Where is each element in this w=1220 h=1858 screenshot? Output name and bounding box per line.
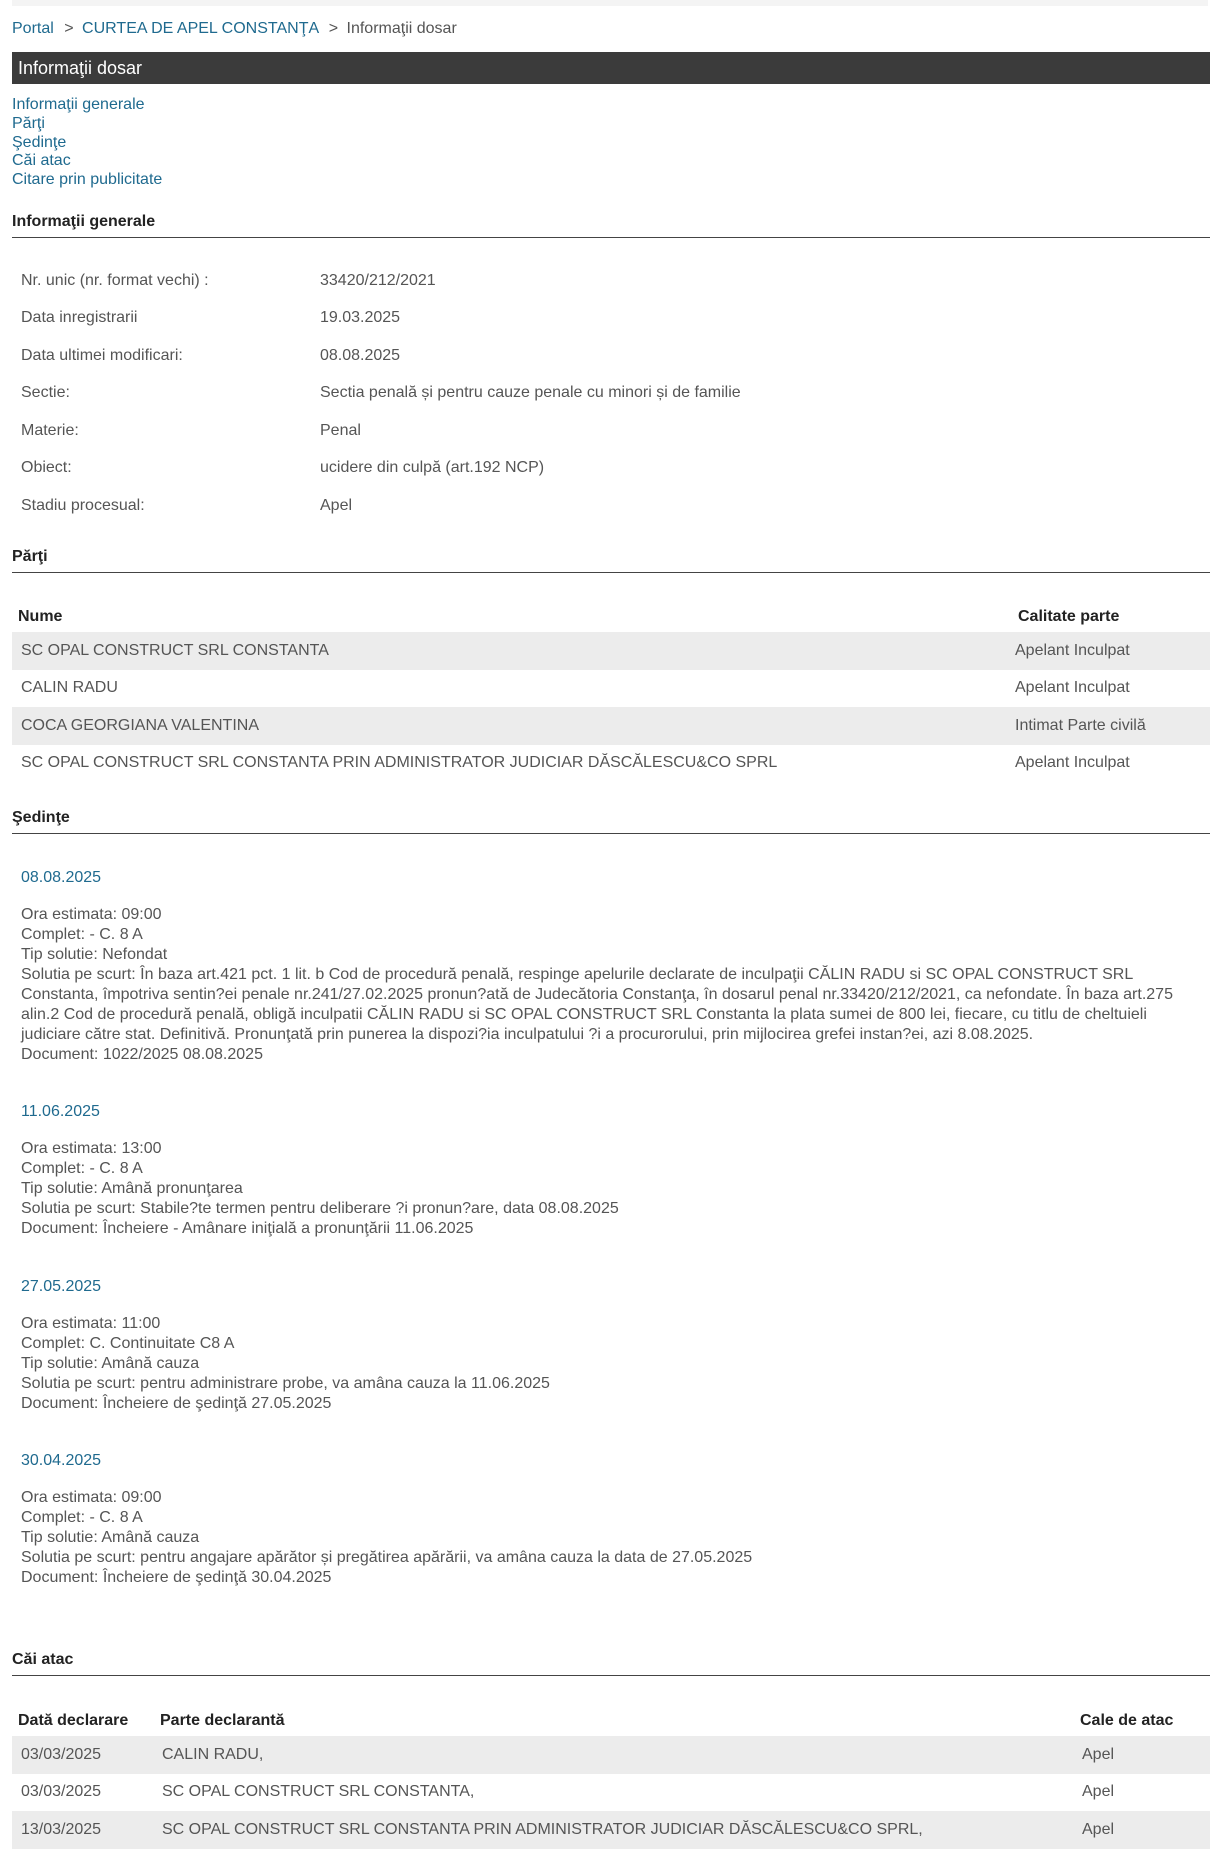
toc-link-general[interactable]: Informaţii generale	[12, 96, 145, 113]
table-row	[12, 1774, 1210, 1812]
session-entry	[21, 1451, 1181, 1588]
info-row	[21, 337, 1201, 375]
session-solution-type: Tip solutie: Amână cauza	[21, 1355, 200, 1372]
info-label: Data ultimei modificari:	[21, 346, 183, 364]
party-role: Apelant Inculpat	[1015, 679, 1130, 697]
session-solution-summary: Solutia pe scurt: Stabile?te termen pentru deliberare ?i pronun?are, data 08.08.2025	[21, 1200, 619, 1217]
column-header-cale-atac: Cale de atac	[1080, 1712, 1174, 1729]
appeal-type: Apel	[1082, 1745, 1115, 1763]
session-time: Ora estimata: 11:00	[21, 1315, 161, 1332]
party-name: SC OPAL CONSTRUCT SRL CONSTANTA PRIN ADMINISTRATOR JUDICIAR DĂSCĂLESCU&CO SPRL	[21, 754, 778, 772]
session-entry	[21, 868, 1181, 1065]
session-document: Document: Încheiere de şedinţă 30.04.2025	[21, 1569, 332, 1586]
session-time: Ora estimata: 13:00	[21, 1140, 162, 1157]
session-panel: Complet: C. Continuitate C8 A	[21, 1335, 235, 1352]
session-time: Ora estimata: 09:00	[21, 1489, 162, 1506]
breadcrumb-court-link[interactable]: CURTEA DE APEL CONSTANŢA	[82, 20, 319, 37]
info-value: 19.03.2025	[320, 309, 401, 327]
parti-table	[12, 602, 1210, 782]
section-heading-sedinte: Şedinţe	[12, 809, 1210, 834]
general-info-table	[21, 262, 1201, 525]
info-value: 08.08.2025	[320, 346, 401, 364]
declaration-date: 03/03/2025	[21, 1783, 102, 1801]
declaration-date: 13/03/2025	[21, 1820, 102, 1838]
declaration-date: 03/03/2025	[21, 1745, 102, 1763]
session-solution-summary: Solutia pe scurt: pentru administrare probe, va amâna cauza la 11.06.2025	[21, 1375, 550, 1392]
column-header-nume: Nume	[18, 608, 63, 625]
session-entry	[21, 1277, 1181, 1414]
column-header-calitate: Calitate parte	[1018, 608, 1120, 625]
cai-atac-table-header	[12, 1706, 1210, 1736]
info-row	[21, 487, 1201, 525]
session-date: 08.08.2025	[21, 869, 102, 886]
info-label: Obiect:	[21, 459, 72, 477]
breadcrumb	[12, 20, 457, 38]
breadcrumb-current: Informaţii dosar	[346, 20, 457, 37]
session-panel: Complet: - C. 8 A	[21, 926, 143, 943]
info-row	[21, 450, 1201, 488]
session-document: Document: Încheiere de şedinţă 27.05.2025	[21, 1395, 332, 1412]
info-label: Data inregistrarii	[21, 309, 138, 327]
toc-link-citare[interactable]: Citare prin publicitate	[12, 171, 163, 189]
session-document: Document: 1022/2025 08.08.2025	[21, 1046, 263, 1063]
party-name: SC OPAL CONSTRUCT SRL CONSTANTA	[21, 641, 329, 659]
info-row	[21, 262, 1201, 300]
top-strip	[12, 0, 1208, 6]
table-row	[12, 632, 1210, 670]
toc-link-parti[interactable]: Părţi	[12, 114, 45, 132]
declaring-party: SC OPAL CONSTRUCT SRL CONSTANTA PRIN ADMINISTRATOR JUDICIAR DĂSCĂLESCU&CO SPRL,	[162, 1820, 923, 1838]
info-value: Apel	[320, 496, 353, 514]
table-row	[12, 1736, 1210, 1774]
table-row	[12, 1811, 1210, 1849]
session-solution-type: Tip solutie: Amână cauza	[21, 1529, 200, 1546]
table-row	[12, 707, 1210, 745]
toc-link-cai-atac[interactable]: Căi atac	[12, 152, 71, 170]
session-date: 30.04.2025	[21, 1452, 102, 1469]
table-of-contents	[12, 96, 162, 190]
parti-table-header	[12, 602, 1210, 632]
section-heading-parti: Părţi	[12, 548, 1210, 573]
info-label: Materie:	[21, 421, 79, 439]
table-row	[12, 745, 1210, 783]
party-role: Apelant Inculpat	[1015, 754, 1130, 772]
info-value: 33420/212/2021	[320, 271, 436, 289]
breadcrumb-separator: >	[328, 20, 339, 37]
info-label: Sectie:	[21, 384, 70, 402]
appeal-type: Apel	[1082, 1783, 1115, 1801]
session-solution-type: Tip solutie: Amână pronunţarea	[21, 1180, 243, 1197]
info-row	[21, 412, 1201, 450]
info-value: ucidere din culpă (art.192 NCP)	[320, 459, 545, 477]
info-value: Sectia penală și pentru cauze penale cu minori și de familie	[320, 384, 741, 402]
session-panel: Complet: - C. 8 A	[21, 1160, 143, 1177]
page-title: Informaţii dosar	[12, 52, 1210, 84]
info-row	[21, 300, 1201, 338]
declaring-party: CALIN RADU,	[162, 1745, 264, 1763]
session-panel: Complet: - C. 8 A	[21, 1509, 143, 1526]
session-solution-type: Tip solutie: Nefondat	[21, 946, 168, 963]
party-role: Apelant Inculpat	[1015, 641, 1130, 659]
party-name: CALIN RADU	[21, 679, 118, 697]
session-solution-summary: Solutia pe scurt: pentru angajare apărător și pregătirea apărării, va amâna cauza la data de 27.05.2025	[21, 1549, 753, 1566]
section-heading-cai-atac: Căi atac	[12, 1651, 1210, 1676]
appeal-type: Apel	[1082, 1820, 1115, 1838]
breadcrumb-separator: >	[64, 20, 74, 37]
breadcrumb-portal-link[interactable]: Portal	[12, 20, 54, 37]
party-name: COCA GEORGIANA VALENTINA	[21, 716, 259, 734]
session-document: Document: Încheiere - Amânare iniţială a pronunţării 11.06.2025	[21, 1220, 474, 1237]
party-role: Intimat Parte civilă	[1015, 716, 1146, 734]
cai-atac-table	[12, 1706, 1210, 1849]
toc-link-sedinte[interactable]: Şedinţe	[12, 133, 67, 151]
session-date: 27.05.2025	[21, 1278, 102, 1295]
column-header-data-declarare: Dată declarare	[18, 1712, 129, 1729]
info-label: Stadiu procesual:	[21, 496, 145, 514]
info-value: Penal	[320, 421, 361, 439]
session-time: Ora estimata: 09:00	[21, 906, 162, 923]
session-solution-summary: Solutia pe scurt: În baza art.421 pct. 1 lit. b Cod de procedură penală, respinge apelurile declarate de inculpaţii CĂLIN RADU si SC OPAL CONSTRUCT SRL Constanta, împotriva sentin?ei penale nr.241/27.02.2025 pronun?ată de Judecătoria Constanţa, în dosarul penal nr.33420/212/2021, ca nefondate. În baza art.275 alin.2 Cod de procedură penală, obligă inculpatii CĂLIN RADU si SC OPAL CONSTRUCT SRL Constanta la plata sumei de 800 lei, fiecare, cu titlu de cheltuieli judiciare către stat. Definitivă. Pronunţată prin punerea la dispozi?ia inculpatului ?i a procurorului, prin mijlocirea grefei instan?ei, azi 8.08.2025.	[21, 966, 1173, 1043]
table-row	[12, 670, 1210, 708]
info-row	[21, 375, 1201, 413]
session-entry	[21, 1102, 1181, 1239]
info-label: Nr. unic (nr. format vechi) :	[21, 271, 209, 289]
declaring-party: SC OPAL CONSTRUCT SRL CONSTANTA,	[162, 1783, 475, 1801]
column-header-parte-declaranta: Parte declarantă	[160, 1712, 285, 1729]
session-date: 11.06.2025	[21, 1103, 100, 1120]
section-heading-general: Informaţii generale	[12, 213, 1210, 238]
